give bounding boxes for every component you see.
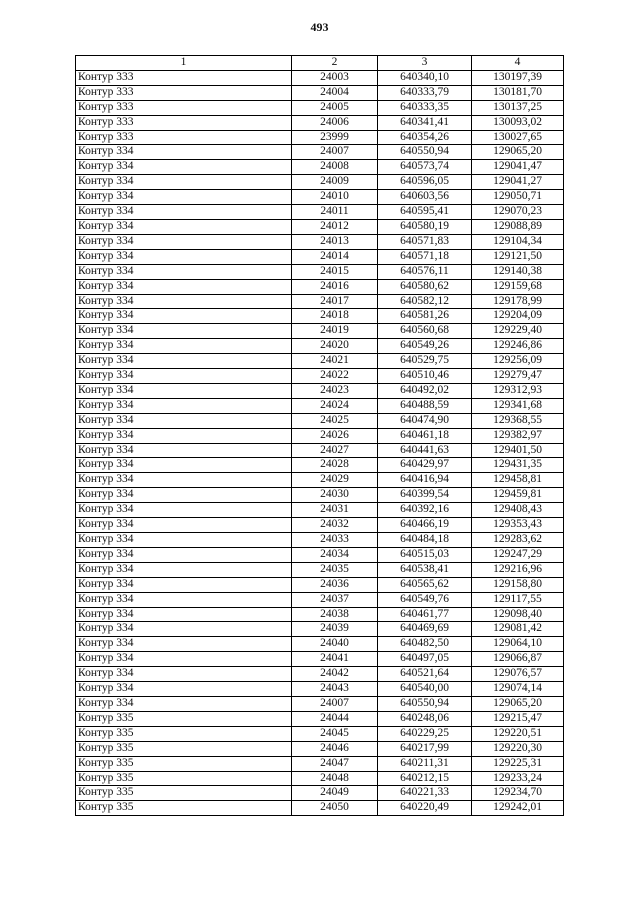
- y-coordinate-cell: 129041,27: [472, 175, 564, 190]
- x-coordinate-cell: 640571,83: [378, 234, 472, 249]
- y-coordinate-cell: 129382,97: [472, 428, 564, 443]
- table-row: [76, 398, 564, 413]
- point-number-cell: 24038: [292, 607, 378, 622]
- coordinates-table: [75, 55, 564, 816]
- table-row: [76, 249, 564, 264]
- y-coordinate-cell: 129117,55: [472, 592, 564, 607]
- point-number-cell: 24041: [292, 652, 378, 667]
- point-number-cell: 24048: [292, 771, 378, 786]
- table-row: [76, 622, 564, 637]
- table-row: [76, 190, 564, 205]
- y-coordinate-cell: 129081,42: [472, 622, 564, 637]
- table-row: [76, 801, 564, 816]
- table-row: [76, 264, 564, 279]
- y-coordinate-cell: 129312,93: [472, 383, 564, 398]
- x-coordinate-cell: 640603,56: [378, 190, 472, 205]
- table-row: [76, 70, 564, 85]
- y-coordinate-cell: 129458,81: [472, 473, 564, 488]
- point-number-cell: 24044: [292, 711, 378, 726]
- point-number-cell: 24005: [292, 100, 378, 115]
- x-coordinate-cell: 640341,41: [378, 115, 472, 130]
- point-number-cell: 24003: [292, 70, 378, 85]
- contour-name-cell: Контур 334: [76, 249, 292, 264]
- x-coordinate-cell: 640221,33: [378, 786, 472, 801]
- table-row: [76, 652, 564, 667]
- table-row: [76, 234, 564, 249]
- point-number-cell: 24010: [292, 190, 378, 205]
- point-number-cell: 24035: [292, 562, 378, 577]
- contour-name-cell: Контур 335: [76, 756, 292, 771]
- point-number-cell: 24015: [292, 264, 378, 279]
- x-coordinate-cell: 640484,18: [378, 533, 472, 548]
- x-coordinate-cell: 640429,97: [378, 458, 472, 473]
- y-coordinate-cell: 129401,50: [472, 443, 564, 458]
- point-number-cell: 24016: [292, 279, 378, 294]
- contour-name-cell: Контур 334: [76, 622, 292, 637]
- point-number-cell: 24031: [292, 503, 378, 518]
- contour-name-cell: Контур 335: [76, 711, 292, 726]
- x-coordinate-cell: 640510,46: [378, 369, 472, 384]
- y-coordinate-cell: 129065,20: [472, 145, 564, 160]
- table-row: [76, 741, 564, 756]
- x-coordinate-cell: 640515,03: [378, 547, 472, 562]
- y-coordinate-cell: 129098,40: [472, 607, 564, 622]
- contour-name-cell: Контур 334: [76, 428, 292, 443]
- table-row: [76, 413, 564, 428]
- y-coordinate-cell: 129279,47: [472, 369, 564, 384]
- y-coordinate-cell: 129283,62: [472, 533, 564, 548]
- contour-name-cell: Контур 334: [76, 279, 292, 294]
- x-coordinate-cell: 640333,35: [378, 100, 472, 115]
- contour-name-cell: Контур 334: [76, 324, 292, 339]
- point-number-cell: 24006: [292, 115, 378, 130]
- x-coordinate-cell: 640461,18: [378, 428, 472, 443]
- table-row: [76, 577, 564, 592]
- y-coordinate-cell: 129158,80: [472, 577, 564, 592]
- point-number-cell: 24034: [292, 547, 378, 562]
- contour-name-cell: Контур 334: [76, 160, 292, 175]
- y-coordinate-cell: 129050,71: [472, 190, 564, 205]
- table-row: [76, 383, 564, 398]
- table-header-row: [76, 56, 564, 71]
- table-row: [76, 100, 564, 115]
- x-coordinate-cell: 640416,94: [378, 473, 472, 488]
- x-coordinate-cell: 640466,19: [378, 518, 472, 533]
- x-coordinate-cell: 640595,41: [378, 205, 472, 220]
- y-coordinate-cell: 130181,70: [472, 85, 564, 100]
- point-number-cell: 24019: [292, 324, 378, 339]
- point-number-cell: 24018: [292, 309, 378, 324]
- point-number-cell: 24036: [292, 577, 378, 592]
- x-coordinate-cell: 640217,99: [378, 741, 472, 756]
- table-row: [76, 175, 564, 190]
- x-coordinate-cell: 640580,62: [378, 279, 472, 294]
- point-number-cell: 24014: [292, 249, 378, 264]
- x-coordinate-cell: 640488,59: [378, 398, 472, 413]
- x-coordinate-cell: 640580,19: [378, 219, 472, 234]
- x-coordinate-cell: 640538,41: [378, 562, 472, 577]
- table-row: [76, 458, 564, 473]
- point-number-cell: 23999: [292, 130, 378, 145]
- x-coordinate-cell: 640565,62: [378, 577, 472, 592]
- y-coordinate-cell: 129459,81: [472, 488, 564, 503]
- coordinates-table-body: [76, 56, 564, 816]
- point-number-cell: 24021: [292, 354, 378, 369]
- y-coordinate-cell: 129233,24: [472, 771, 564, 786]
- x-coordinate-cell: 640229,25: [378, 726, 472, 741]
- point-number-cell: 24026: [292, 428, 378, 443]
- contour-name-cell: Контур 335: [76, 741, 292, 756]
- point-number-cell: 24040: [292, 637, 378, 652]
- contour-name-cell: Контур 334: [76, 488, 292, 503]
- table-row: [76, 473, 564, 488]
- contour-name-cell: Контур 334: [76, 234, 292, 249]
- x-coordinate-cell: 640550,94: [378, 145, 472, 160]
- point-number-cell: 24022: [292, 369, 378, 384]
- y-coordinate-cell: 129215,47: [472, 711, 564, 726]
- table-row: [76, 309, 564, 324]
- point-number-cell: 24024: [292, 398, 378, 413]
- contour-name-cell: Контур 334: [76, 682, 292, 697]
- y-coordinate-cell: 129066,87: [472, 652, 564, 667]
- y-coordinate-cell: 129220,51: [472, 726, 564, 741]
- table-row: [76, 294, 564, 309]
- x-coordinate-cell: 640333,79: [378, 85, 472, 100]
- table-row: [76, 696, 564, 711]
- y-coordinate-cell: 129121,50: [472, 249, 564, 264]
- table-row: [76, 115, 564, 130]
- column-header-4: 4: [472, 56, 564, 71]
- table-row: [76, 324, 564, 339]
- point-number-cell: 24012: [292, 219, 378, 234]
- table-row: [76, 533, 564, 548]
- y-coordinate-cell: 129247,29: [472, 547, 564, 562]
- contour-name-cell: Контур 334: [76, 592, 292, 607]
- x-coordinate-cell: 640469,69: [378, 622, 472, 637]
- y-coordinate-cell: 130137,25: [472, 100, 564, 115]
- y-coordinate-cell: 129220,30: [472, 741, 564, 756]
- point-number-cell: 24025: [292, 413, 378, 428]
- contour-name-cell: Контур 335: [76, 771, 292, 786]
- contour-name-cell: Контур 334: [76, 398, 292, 413]
- point-number-cell: 24027: [292, 443, 378, 458]
- y-coordinate-cell: 129353,43: [472, 518, 564, 533]
- point-number-cell: 24043: [292, 682, 378, 697]
- point-number-cell: 24030: [292, 488, 378, 503]
- contour-name-cell: Контур 334: [76, 503, 292, 518]
- x-coordinate-cell: 640441,63: [378, 443, 472, 458]
- column-header-2: 2: [292, 56, 378, 71]
- contour-name-cell: Контур 334: [76, 219, 292, 234]
- x-coordinate-cell: 640576,11: [378, 264, 472, 279]
- x-coordinate-cell: 640573,74: [378, 160, 472, 175]
- point-number-cell: 24042: [292, 667, 378, 682]
- x-coordinate-cell: 640392,16: [378, 503, 472, 518]
- x-coordinate-cell: 640354,26: [378, 130, 472, 145]
- table-row: [76, 428, 564, 443]
- contour-name-cell: Контур 334: [76, 369, 292, 384]
- table-row: [76, 682, 564, 697]
- contour-name-cell: Контур 334: [76, 696, 292, 711]
- x-coordinate-cell: 640581,26: [378, 309, 472, 324]
- point-number-cell: 24039: [292, 622, 378, 637]
- table-row: [76, 607, 564, 622]
- y-coordinate-cell: 129368,55: [472, 413, 564, 428]
- table-row: [76, 562, 564, 577]
- column-header-3: 3: [378, 56, 472, 71]
- point-number-cell: 24020: [292, 339, 378, 354]
- table-row: [76, 711, 564, 726]
- contour-name-cell: Контур 334: [76, 533, 292, 548]
- contour-name-cell: Контур 334: [76, 637, 292, 652]
- y-coordinate-cell: 129065,20: [472, 696, 564, 711]
- contour-name-cell: Контур 334: [76, 413, 292, 428]
- x-coordinate-cell: 640582,12: [378, 294, 472, 309]
- contour-name-cell: Контур 334: [76, 473, 292, 488]
- contour-name-cell: Контур 333: [76, 100, 292, 115]
- point-number-cell: 24029: [292, 473, 378, 488]
- y-coordinate-cell: 130197,39: [472, 70, 564, 85]
- contour-name-cell: Контур 335: [76, 786, 292, 801]
- contour-name-cell: Контур 334: [76, 547, 292, 562]
- contour-name-cell: Контур 334: [76, 607, 292, 622]
- contour-name-cell: Контур 334: [76, 264, 292, 279]
- table-row: [76, 488, 564, 503]
- y-coordinate-cell: 129041,47: [472, 160, 564, 175]
- point-number-cell: 24037: [292, 592, 378, 607]
- y-coordinate-cell: 129216,96: [472, 562, 564, 577]
- x-coordinate-cell: 640220,49: [378, 801, 472, 816]
- y-coordinate-cell: 130027,65: [472, 130, 564, 145]
- table-row: [76, 637, 564, 652]
- y-coordinate-cell: 129088,89: [472, 219, 564, 234]
- contour-name-cell: Контур 334: [76, 354, 292, 369]
- y-coordinate-cell: 129104,34: [472, 234, 564, 249]
- y-coordinate-cell: 129341,68: [472, 398, 564, 413]
- table-row: [76, 160, 564, 175]
- x-coordinate-cell: 640529,75: [378, 354, 472, 369]
- table-row: [76, 726, 564, 741]
- point-number-cell: 24011: [292, 205, 378, 220]
- y-coordinate-cell: 129140,38: [472, 264, 564, 279]
- table-row: [76, 130, 564, 145]
- point-number-cell: 24050: [292, 801, 378, 816]
- point-number-cell: 24032: [292, 518, 378, 533]
- y-coordinate-cell: 129204,09: [472, 309, 564, 324]
- table-row: [76, 592, 564, 607]
- x-coordinate-cell: 640461,77: [378, 607, 472, 622]
- contour-name-cell: Контур 334: [76, 205, 292, 220]
- column-header-1: 1: [76, 56, 292, 71]
- point-number-cell: 24049: [292, 786, 378, 801]
- contour-name-cell: Контур 333: [76, 130, 292, 145]
- x-coordinate-cell: 640549,26: [378, 339, 472, 354]
- point-number-cell: 24004: [292, 85, 378, 100]
- contour-name-cell: Контур 334: [76, 458, 292, 473]
- page-number: 493: [310, 20, 329, 34]
- x-coordinate-cell: 640596,05: [378, 175, 472, 190]
- x-coordinate-cell: 640549,76: [378, 592, 472, 607]
- contour-name-cell: Контур 333: [76, 85, 292, 100]
- table-row: [76, 219, 564, 234]
- point-number-cell: 24047: [292, 756, 378, 771]
- y-coordinate-cell: 129159,68: [472, 279, 564, 294]
- contour-name-cell: Контур 334: [76, 652, 292, 667]
- table-row: [76, 756, 564, 771]
- y-coordinate-cell: 130093,02: [472, 115, 564, 130]
- table-row: [76, 279, 564, 294]
- y-coordinate-cell: 129256,09: [472, 354, 564, 369]
- table-row: [76, 503, 564, 518]
- contour-name-cell: Контур 334: [76, 309, 292, 324]
- contour-name-cell: Контур 335: [76, 801, 292, 816]
- point-number-cell: 24007: [292, 145, 378, 160]
- table-row: [76, 443, 564, 458]
- y-coordinate-cell: 129242,01: [472, 801, 564, 816]
- y-coordinate-cell: 129408,43: [472, 503, 564, 518]
- x-coordinate-cell: 640492,02: [378, 383, 472, 398]
- table-row: [76, 145, 564, 160]
- point-number-cell: 24009: [292, 175, 378, 190]
- y-coordinate-cell: 129064,10: [472, 637, 564, 652]
- contour-name-cell: Контур 334: [76, 145, 292, 160]
- point-number-cell: 24033: [292, 533, 378, 548]
- y-coordinate-cell: 129431,35: [472, 458, 564, 473]
- x-coordinate-cell: 640550,94: [378, 696, 472, 711]
- point-number-cell: 24008: [292, 160, 378, 175]
- contour-name-cell: Контур 334: [76, 443, 292, 458]
- point-number-cell: 24007: [292, 696, 378, 711]
- contour-name-cell: Контур 334: [76, 577, 292, 592]
- table-row: [76, 85, 564, 100]
- point-number-cell: 24023: [292, 383, 378, 398]
- x-coordinate-cell: 640474,90: [378, 413, 472, 428]
- point-number-cell: 24017: [292, 294, 378, 309]
- point-number-cell: 24028: [292, 458, 378, 473]
- x-coordinate-cell: 640571,18: [378, 249, 472, 264]
- x-coordinate-cell: 640211,31: [378, 756, 472, 771]
- table-row: [76, 354, 564, 369]
- table-row: [76, 786, 564, 801]
- contour-name-cell: Контур 334: [76, 518, 292, 533]
- y-coordinate-cell: 129074,14: [472, 682, 564, 697]
- x-coordinate-cell: 640340,10: [378, 70, 472, 85]
- table-row: [76, 339, 564, 354]
- y-coordinate-cell: 129229,40: [472, 324, 564, 339]
- table-row: [76, 667, 564, 682]
- x-coordinate-cell: 640497,05: [378, 652, 472, 667]
- table-row: [76, 771, 564, 786]
- point-number-cell: 24046: [292, 741, 378, 756]
- contour-name-cell: Контур 334: [76, 294, 292, 309]
- y-coordinate-cell: 129234,70: [472, 786, 564, 801]
- point-number-cell: 24013: [292, 234, 378, 249]
- x-coordinate-cell: 640212,15: [378, 771, 472, 786]
- y-coordinate-cell: 129076,57: [472, 667, 564, 682]
- contour-name-cell: Контур 334: [76, 383, 292, 398]
- x-coordinate-cell: 640540,00: [378, 682, 472, 697]
- table-row: [76, 205, 564, 220]
- x-coordinate-cell: 640482,50: [378, 637, 472, 652]
- table-row: [76, 547, 564, 562]
- x-coordinate-cell: 640560,68: [378, 324, 472, 339]
- x-coordinate-cell: 640521,64: [378, 667, 472, 682]
- x-coordinate-cell: 640399,54: [378, 488, 472, 503]
- y-coordinate-cell: 129225,31: [472, 756, 564, 771]
- table-row: [76, 369, 564, 384]
- y-coordinate-cell: 129246,86: [472, 339, 564, 354]
- contour-name-cell: Контур 334: [76, 175, 292, 190]
- contour-name-cell: Контур 333: [76, 115, 292, 130]
- contour-name-cell: Контур 334: [76, 667, 292, 682]
- contour-name-cell: Контур 334: [76, 190, 292, 205]
- table-row: [76, 518, 564, 533]
- x-coordinate-cell: 640248,06: [378, 711, 472, 726]
- contour-name-cell: Контур 335: [76, 726, 292, 741]
- y-coordinate-cell: 129070,23: [472, 205, 564, 220]
- point-number-cell: 24045: [292, 726, 378, 741]
- contour-name-cell: Контур 333: [76, 70, 292, 85]
- contour-name-cell: Контур 334: [76, 339, 292, 354]
- contour-name-cell: Контур 334: [76, 562, 292, 577]
- y-coordinate-cell: 129178,99: [472, 294, 564, 309]
